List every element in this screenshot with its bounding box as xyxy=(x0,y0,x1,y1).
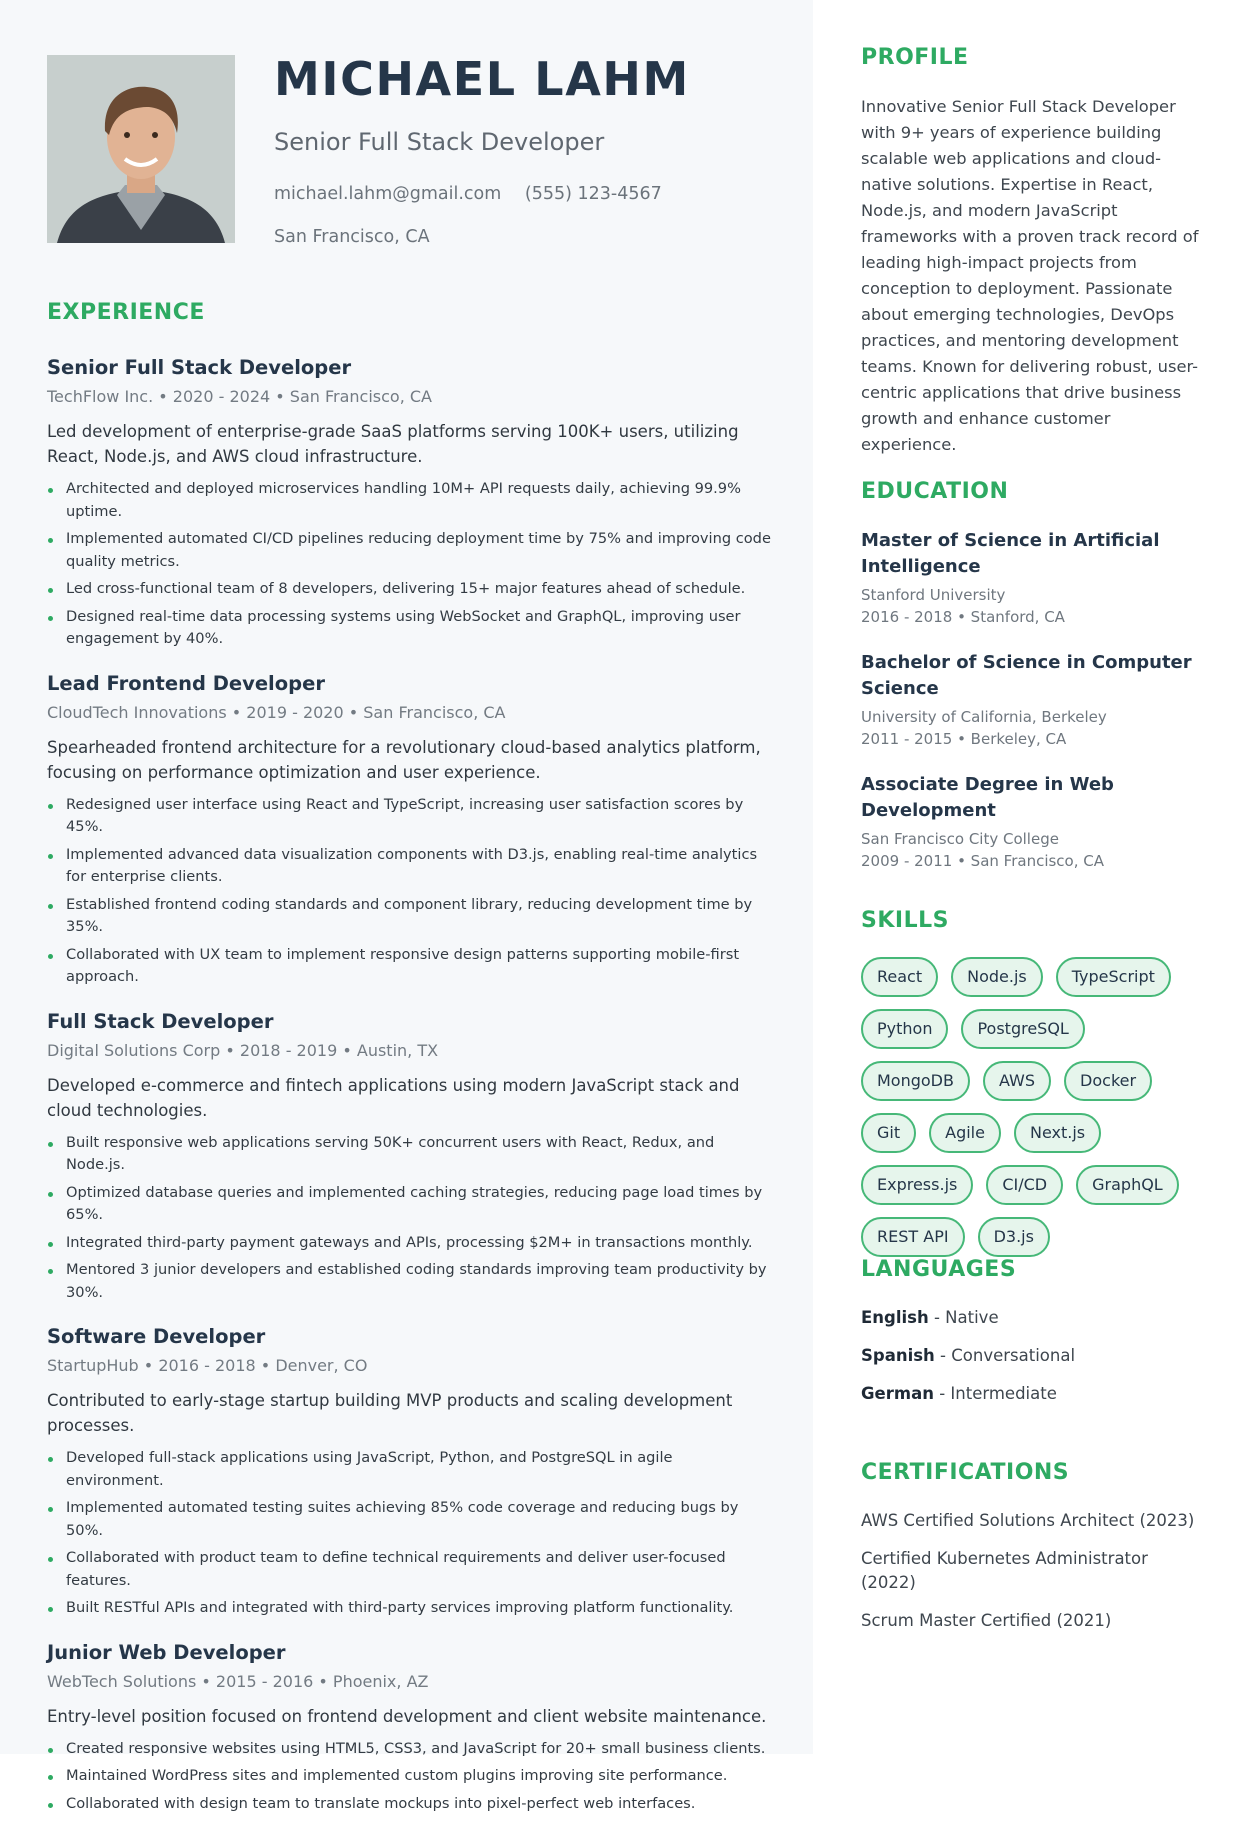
degree-title: Master of Science in Artificial Intelligence xyxy=(861,530,1160,577)
bullet-item: Collaborated with product team to define technical requirements and deliver user-focused features. xyxy=(47,1547,772,1592)
job-entry xyxy=(47,355,772,651)
skill-chip: React xyxy=(861,957,938,997)
location: San Francisco, CA xyxy=(274,227,430,247)
certifications-section xyxy=(861,1460,1201,1633)
skills-list xyxy=(861,957,1196,1257)
job-description: Entry-level position focused on frontend development and client website maintenance. xyxy=(47,1706,767,1726)
profile-heading: PROFILE xyxy=(861,45,969,70)
education-item xyxy=(861,650,1201,750)
certifications-heading: CERTIFICATIONS xyxy=(861,1460,1070,1485)
skill-chip: Next.js xyxy=(1014,1113,1101,1153)
languages-heading: LANGUAGES xyxy=(861,1257,1017,1282)
job-title: Full Stack Developer xyxy=(47,1009,274,1033)
school-name: San Francisco City College xyxy=(861,830,1059,848)
job-entry xyxy=(47,1009,772,1305)
certification-item: Scrum Master Certified (2021) xyxy=(861,1611,1112,1630)
job-meta: TechFlow Inc. • 2020 - 2024 • San Francisco, CA xyxy=(47,387,432,406)
job-title: Software Developer xyxy=(47,1325,266,1348)
skill-chip: REST API xyxy=(861,1217,965,1257)
skill-chip: Git xyxy=(861,1113,916,1153)
job-description: Led development of enterprise-grade SaaS platforms serving 100K+ users, utilizing React, Node.js, and AWS cloud infrastructure. xyxy=(47,422,739,466)
job-bullets xyxy=(47,1738,772,1816)
skill-chip: Express.js xyxy=(861,1165,973,1205)
language-name: German xyxy=(861,1384,934,1403)
bullet-item: Led cross-functional team of 8 developers, delivering 15+ major features ahead of schedule. xyxy=(47,578,772,601)
language-item: English - Native xyxy=(861,1308,999,1327)
bullet-item: Built responsive web applications serving 50K+ concurrent users with React, Redux, and Node.js. xyxy=(47,1132,772,1177)
certification-item: Certified Kubernetes Administrator (2022) xyxy=(861,1549,1148,1592)
education-meta: 2016 - 2018 • Stanford, CA xyxy=(861,608,1065,626)
language-name: Spanish xyxy=(861,1346,935,1365)
skill-chip: AWS xyxy=(983,1061,1051,1101)
language-level: Intermediate xyxy=(950,1384,1057,1403)
skill-chip: Python xyxy=(861,1009,948,1049)
profile-text: Innovative Senior Full Stack Developer with 9+ years of experience building scalable web applications and cloud-native solutions. Expertise in React, Node.js, and modern JavaScript frameworks with a proven track record of leading high-impact projects from conception to deployment. Passionate about emerging technologies, DevOps practices, and mentoring development teams. Known for delivering robust, user-centric applications that drive business growth and enhance customer experience. xyxy=(861,97,1199,454)
job-meta: CloudTech Innovations • 2019 - 2020 • San Francisco, CA xyxy=(47,702,506,722)
education-item xyxy=(861,528,1201,628)
job-title: Junior Web Developer xyxy=(47,1640,286,1664)
job-description: Contributed to early-stage startup building MVP products and scaling development processes. xyxy=(47,1391,733,1435)
bullet-item: Designed real-time data processing systems using WebSocket and GraphQL, improving user engagement by 40%. xyxy=(47,606,772,651)
bullet-item: Developed full-stack applications using JavaScript, Python, and PostgreSQL in agile environment. xyxy=(47,1447,772,1492)
bullet-item: Optimized database queries and implemented caching strategies, reducing page load times by 65%. xyxy=(47,1182,772,1227)
education-meta: 2011 - 2015 • Berkeley, CA xyxy=(861,730,1067,748)
profile-section xyxy=(861,45,1201,458)
job-description: Developed e-commerce and fintech applications using modern JavaScript stack and cloud technologies. xyxy=(47,1075,740,1120)
language-item: German - Intermediate xyxy=(861,1384,1057,1403)
bullet-item: Integrated third-party payment gateways and APIs, processing $2M+ in transactions monthly. xyxy=(47,1232,772,1255)
profile-photo xyxy=(47,55,235,243)
skill-chip: GraphQL xyxy=(1076,1165,1179,1205)
school-name: University of California, Berkeley xyxy=(861,708,1107,726)
skill-chip: TypeScript xyxy=(1056,957,1171,997)
job-title: Lead Frontend Developer xyxy=(47,671,325,695)
email-link[interactable]: michael.lahm@gmail.com xyxy=(274,184,502,204)
bullet-item: Redesigned user interface using React and TypeScript, increasing user satisfaction scores by 45%. xyxy=(47,794,772,839)
education-meta: 2009 - 2011 • San Francisco, CA xyxy=(861,852,1104,870)
skill-chip: CI/CD xyxy=(986,1165,1063,1205)
candidate-title: Senior Full Stack Developer xyxy=(274,128,605,156)
contact-line xyxy=(274,184,662,204)
job-meta: Digital Solutions Corp • 2018 - 2019 • Austin, TX xyxy=(47,1040,439,1060)
skills-section xyxy=(861,908,1201,1257)
languages-section xyxy=(861,1257,1201,1406)
language-level: Native xyxy=(945,1308,999,1327)
bullet-item: Implemented automated testing suites achieving 85% code coverage and reducing bugs by 50%. xyxy=(47,1497,772,1542)
job-bullets xyxy=(47,1447,772,1620)
bullet-item: Created responsive websites using HTML5, CSS3, and JavaScript for 20+ small business clients. xyxy=(47,1738,772,1761)
bullet-item: Architected and deployed microservices handling 10M+ API requests daily, achieving 99.9% uptime. xyxy=(47,478,772,523)
education-item xyxy=(861,772,1201,872)
job-bullets xyxy=(47,478,772,651)
bullet-item: Mentored 3 junior developers and established coding standards improving team productivity by 30%. xyxy=(47,1259,772,1304)
education-heading: EDUCATION xyxy=(861,479,1009,504)
skill-chip: Node.js xyxy=(951,957,1043,997)
bullet-item: Maintained WordPress sites and implemented custom plugins improving site performance. xyxy=(47,1765,772,1788)
candidate-name: MICHAEL LAHM xyxy=(274,52,690,106)
bullet-item: Collaborated with design team to translate mockups into pixel-perfect web interfaces. xyxy=(47,1793,772,1816)
phone-number[interactable]: (555) 123-4567 xyxy=(524,184,662,204)
language-item: Spanish - Conversational xyxy=(861,1346,1076,1365)
language-level: Conversational xyxy=(951,1346,1076,1365)
job-bullets xyxy=(47,1132,772,1305)
bullet-item: Built RESTful APIs and integrated with third-party services improving platform functionality. xyxy=(47,1597,772,1620)
certification-item: AWS Certified Solutions Architect (2023) xyxy=(861,1511,1195,1530)
experience-list xyxy=(47,355,772,1835)
education-section xyxy=(861,479,1201,872)
bullet-item: Implemented automated CI/CD pipelines reducing deployment time by 75% and improving code quality metrics. xyxy=(47,528,772,573)
job-title: Senior Full Stack Developer xyxy=(47,356,352,379)
language-name: English xyxy=(861,1308,929,1327)
school-name: Stanford University xyxy=(861,586,1006,604)
skill-chip: D3.js xyxy=(978,1217,1050,1257)
degree-title: Bachelor of Science in Computer Science xyxy=(861,652,1192,699)
skill-chip: Agile xyxy=(929,1113,1001,1153)
job-entry xyxy=(47,1640,772,1816)
skills-heading: SKILLS xyxy=(861,908,949,933)
bullet-item: Implemented advanced data visualization components with D3.js, enabling real-time analytics for enterprise clients. xyxy=(47,844,772,889)
experience-heading: EXPERIENCE xyxy=(47,300,205,325)
job-meta: StartupHub • 2016 - 2018 • Denver, CO xyxy=(47,1356,368,1375)
degree-title: Associate Degree in Web Development xyxy=(861,774,1114,821)
skill-chip: MongoDB xyxy=(861,1061,970,1101)
job-bullets xyxy=(47,794,772,989)
bullet-item: Established frontend coding standards and component library, reducing development time by 35%. xyxy=(47,894,772,939)
job-entry xyxy=(47,671,772,989)
bullet-item: Collaborated with UX team to implement responsive design patterns supporting mobile-first approach. xyxy=(47,944,772,989)
job-description: Spearheaded frontend architecture for a revolutionary cloud-based analytics platform, focusing on performance optimization and user experience. xyxy=(47,737,761,782)
skill-chip: PostgreSQL xyxy=(961,1009,1084,1049)
skill-chip: Docker xyxy=(1064,1061,1152,1101)
job-meta: WebTech Solutions • 2015 - 2016 • Phoenix, AZ xyxy=(47,1671,429,1691)
job-entry xyxy=(47,1324,772,1620)
